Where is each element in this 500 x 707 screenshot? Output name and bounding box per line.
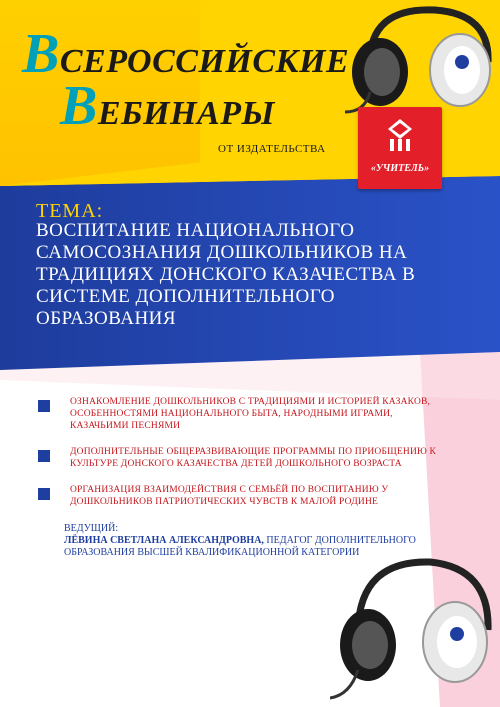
title-line-2-initial: В xyxy=(60,75,98,137)
title-line-1-rest: СЕРОССИЙСКИЕ xyxy=(59,43,350,80)
headset-icon xyxy=(340,2,500,122)
list-item xyxy=(38,396,438,432)
bullet-list xyxy=(38,396,438,522)
title-line-2-rest: ЕБИНАРЫ xyxy=(97,95,275,132)
list-item xyxy=(38,484,438,508)
logo-text: «УЧИТЕЛЬ» xyxy=(370,163,430,174)
topic-label: ТЕМА: xyxy=(36,200,104,222)
title-line-2 xyxy=(60,74,275,138)
topic-title: ВОСПИТАНИЕ НАЦИОНАЛЬНОГО САМОСОЗНАНИЯ ДОШКОЛЬНИКОВ НА ТРАДИЦИЯХ ДОНСКОГО КАЗАЧЕСТВА В СИСТЕМЕ ДОПОЛНИТЕЛЬНОГО ОБРАЗОВАНИЯ xyxy=(36,220,416,329)
publisher-logo[interactable] xyxy=(358,107,442,189)
headset-icon xyxy=(330,550,500,707)
bullet-text: ОРГАНИЗАЦИЯ ВЗАИМОДЕЙСТВИЯ С СЕМЬЁЙ ПО ВОСПИТАНИЮ У ДОШКОЛЬНИКОВ ПАТРИОТИЧЕСКИХ ЧУВСТВ К МАЛОЙ РОДИНЕ xyxy=(70,485,389,507)
bullet-square-icon xyxy=(38,488,50,500)
logo-emblem-icon xyxy=(384,117,416,153)
bullet-text: ОЗНАКОМЛЕНИЕ ДОШКОЛЬНИКОВ С ТРАДИЦИЯМИ И ИСТОРИЕЙ КАЗАКОВ, ОСОБЕННОСТЯМИ НАЦИОНАЛЬНОГО БЫТА, НАРОДНЫМИ ИГРАМИ, КАЗАЧЬИМИ ПЕСНЯМИ xyxy=(70,397,431,431)
bullet-square-icon xyxy=(38,450,50,462)
decorative-square xyxy=(22,600,50,628)
list-item xyxy=(38,446,438,470)
presenter-name: ЛЁВИНА СВЕТЛАНА АЛЕКСАНДРОВНА, xyxy=(64,535,264,546)
presenter-label: ВЕДУЩИЙ: xyxy=(64,523,119,534)
presenter-role: ПЕДАГОГ ДОПОЛНИТЕЛЬНОГО ОБРАЗОВАНИЯ ВЫСШЕЙ КВАЛИФИКАЦИОННОЙ КАТЕГОРИИ xyxy=(64,535,416,558)
title-line-1-initial: В xyxy=(22,23,60,85)
bullet-text: ДОПОЛНИТЕЛЬНЫЕ ОБЩЕРАЗВИВАЮЩИЕ ПРОГРАММЫ ПО ПРИОБЩЕНИЮ К КУЛЬТУРЕ ДОНСКОГО КАЗАЧЕСТВА ДЕТЕЙ ДОШКОЛЬНОГО ВОЗРАСТА xyxy=(70,447,437,469)
bullet-square-icon xyxy=(38,400,50,412)
publisher-label: ОТ ИЗДАТЕЛЬСТВА xyxy=(218,143,326,155)
